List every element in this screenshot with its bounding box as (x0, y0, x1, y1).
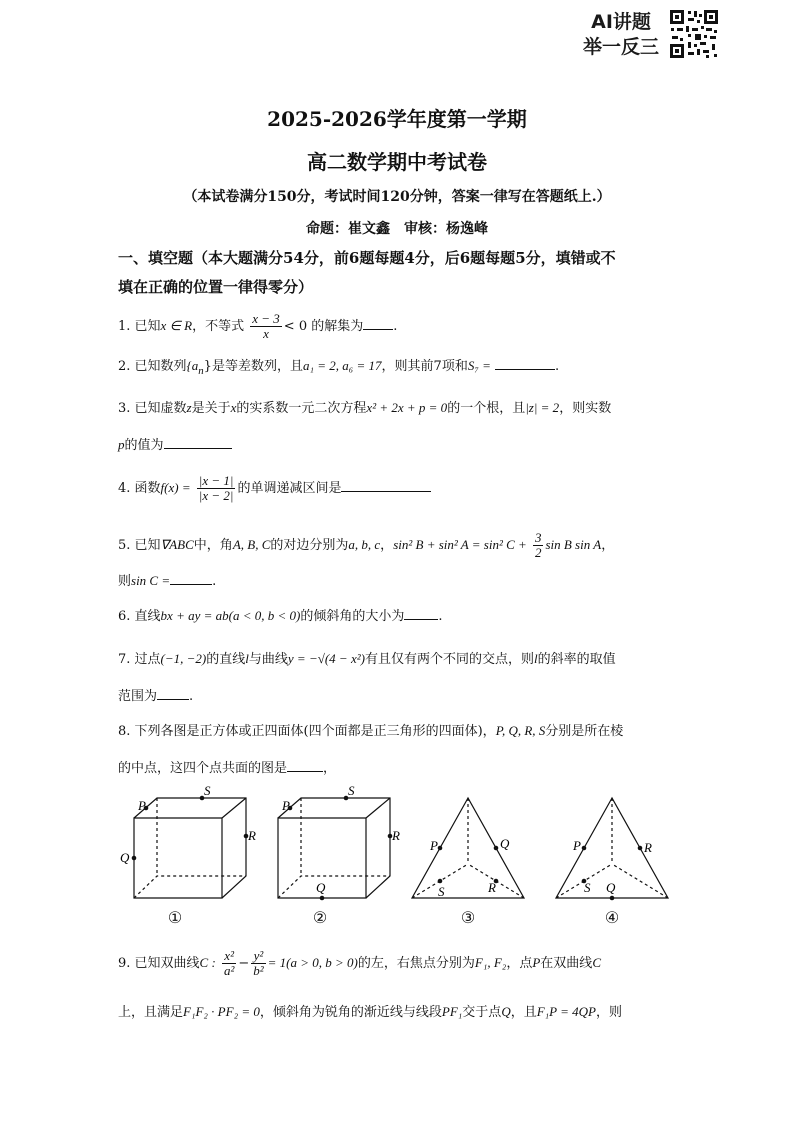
q2-answer-blank[interactable] (495, 357, 555, 370)
q3-text: 的实系数一元二次方程 (236, 401, 367, 416)
point-label-q: Q (606, 880, 616, 895)
q5-math: ∇ABC (160, 537, 194, 552)
q1-text: < 0 的解集为 (283, 319, 364, 334)
point-label-r: R (644, 840, 652, 855)
q5-text: ， (380, 538, 394, 553)
q3-text: ，则实数 (559, 401, 612, 416)
q5-fraction (533, 531, 544, 560)
point-label-p: P (430, 838, 438, 853)
q7-math: (−1, −2) (160, 651, 207, 666)
q9-fraction-1 (222, 949, 236, 978)
figure-label-1: ① (167, 908, 183, 927)
q1-text: 1. 已知 (118, 319, 161, 334)
question-3-line2 (118, 436, 688, 455)
q4-math: f(x) = (160, 480, 191, 495)
q7-text: 的直线 (206, 652, 246, 667)
section-heading-line2: 填在正确的位置一律得零分） (118, 278, 314, 296)
q2-text: }是等差数列，且 (203, 359, 303, 374)
q7-text: 的斜率的取值 (537, 652, 616, 667)
q9-math: = 1(a > 0, b > 0) (267, 955, 358, 970)
q7-math: l (245, 651, 249, 666)
q3-answer-blank[interactable] (164, 436, 232, 449)
q5-answer-blank[interactable] (170, 572, 212, 585)
section-heading-line1: 一、填空题（本大题满分54分，前6题每题4分，后6题每题5分，填错或不 (118, 249, 616, 267)
q2-math: {a (186, 358, 199, 373)
point-label-p: P (282, 798, 290, 813)
q5-text: 中，角 (193, 538, 233, 553)
q9-math: Q (501, 1004, 511, 1019)
point-label-s: S (348, 783, 355, 798)
point-label-q: Q (500, 836, 510, 851)
q1-answer-blank[interactable] (363, 317, 393, 330)
q8-text: 的中点，这四个点共面的图是 (118, 761, 288, 776)
q2-math: n (198, 364, 204, 377)
q1-denominator: x (263, 326, 269, 341)
q9-text: ，且 (510, 1005, 537, 1020)
question-6 (118, 607, 688, 626)
q3-text: 的值为 (124, 438, 164, 453)
q4-fraction (197, 474, 236, 503)
q5-math: sin B sin A (545, 537, 602, 552)
q9-math: F₁, F₂ (474, 955, 507, 970)
q5-text: 的对边分别为 (270, 538, 349, 553)
q3-math: x (230, 400, 237, 415)
q7-math: y = −√(4 − x²) (287, 651, 365, 666)
figure-label-4: ④ (604, 908, 620, 927)
q2-text: . (555, 359, 560, 374)
q9-math: C (592, 955, 601, 970)
point-label-r: R (392, 828, 400, 843)
question-5-line2 (118, 572, 688, 591)
section-heading (118, 244, 678, 302)
q7-text: 7. 过点 (118, 652, 161, 667)
q7-math: l (533, 651, 538, 666)
question-2 (118, 357, 688, 380)
q8-math: P, Q, R, S (495, 723, 546, 738)
q1-text: ，不等式 (192, 319, 245, 334)
exam-note: （本试卷满分150分，考试时间120分钟，答案一律写在答题纸上.） (183, 189, 611, 205)
q7-text: . (189, 689, 194, 704)
q8-text: 8. 下列各图是正方体或正四面体(四个面都是正三角形的四面体)， (118, 724, 496, 739)
q5-math: sin² B + sin² A = sin² C + (393, 537, 527, 552)
figure-label-2: ② (312, 908, 328, 927)
q8-text: 分别是所在棱 (545, 724, 624, 739)
q1-fraction (250, 312, 282, 341)
q9-math: PF₁ (441, 1004, 463, 1019)
q5-math: sin C = (131, 573, 171, 588)
q8-text: ， (323, 761, 337, 776)
q9-numerator: y² (251, 949, 265, 964)
q4-numerator: |x − 1| (198, 473, 234, 488)
q5-math: A, B, C (232, 537, 271, 552)
point-label-s: S (204, 783, 211, 798)
point-label-q: Q (316, 880, 326, 895)
q5-text: ， (601, 538, 615, 553)
q4-denominator: |x − 2| (198, 488, 234, 503)
q5-text: . (212, 574, 217, 589)
q5-denominator: 2 (534, 545, 542, 560)
badge-line2: 举一反三 (582, 36, 659, 58)
q9-math: − (238, 956, 250, 971)
q3-text: 3. 已知虚数 (118, 401, 187, 416)
cube-figure-2 (278, 798, 390, 898)
q7-text: 与曲线 (248, 652, 288, 667)
figure-label-3: ③ (460, 908, 476, 927)
question-4 (118, 474, 688, 503)
q4-text: 4. 函数 (118, 481, 161, 496)
q3-text: 是关于 (191, 401, 231, 416)
q5-math: a, b, c (348, 537, 381, 552)
question-5 (118, 531, 688, 560)
q9-text: 9. 已知双曲线 (118, 956, 200, 971)
qr-code-icon[interactable] (668, 8, 720, 60)
exam-term-title: 2025-2026学年度第一学期 (267, 107, 527, 131)
q9-math: P (532, 955, 541, 970)
question-3 (118, 399, 688, 418)
q9-denominator: b² (253, 963, 264, 978)
q9-text: 的左，右焦点分别为 (357, 956, 475, 971)
exam-authors: 命题：崔文鑫 审核：杨逸峰 (306, 221, 488, 237)
question-1 (118, 312, 688, 341)
q7-text: 有且仅有两个不同的交点，则 (364, 652, 534, 667)
q3-math: z (186, 400, 192, 415)
point-label-p: P (138, 798, 146, 813)
q6-math: bx + ay = ab(a < 0, b < 0) (160, 608, 301, 623)
q4-answer-blank[interactable] (341, 479, 431, 492)
q1-numerator: x − 3 (252, 311, 280, 326)
q7-text: 范围为 (118, 689, 158, 704)
q6-text: . (438, 609, 443, 624)
q9-text: ，倾斜角为锐角的渐近线与线段 (259, 1005, 442, 1020)
q3-text: 的一个根，且 (447, 401, 526, 416)
point-label-r: R (488, 880, 496, 895)
q5-numerator: 3 (534, 530, 542, 545)
q9-text: 交于点 (462, 1005, 502, 1020)
q4-text: 的单调递减区间是 (237, 481, 342, 496)
q7-answer-blank[interactable] (157, 687, 189, 700)
q8-answer-blank[interactable] (287, 759, 323, 772)
q9-math: F₁F₂ · PF₂ = 0 (183, 1004, 260, 1019)
q3-math: |z| = 2 (525, 400, 560, 415)
point-label-r: R (248, 828, 256, 843)
question-8 (118, 722, 688, 741)
question-7 (118, 650, 688, 669)
exam-title: 高二数学期中考试卷 (307, 150, 487, 174)
q6-text: 的倾斜角的大小为 (300, 609, 405, 624)
q1-text: . (393, 319, 398, 334)
q9-numerator: x² (222, 949, 236, 964)
point-label-q: Q (120, 850, 130, 865)
q2-math: a₁ = 2, a₆ = 17 (302, 358, 382, 373)
q9-text: ，点 (506, 956, 533, 971)
q6-answer-blank[interactable] (404, 607, 438, 620)
q2-text: ，则其前7项和 (381, 359, 468, 374)
q9-text: 在双曲线 (540, 956, 593, 971)
point-label-p: P (573, 838, 581, 853)
cube-figure-1 (134, 798, 246, 898)
q3-math: x² + 2x + p = 0 (366, 400, 448, 415)
q9-text: ，则 (596, 1005, 623, 1020)
point-label-s: S (438, 884, 445, 899)
question-8-line2 (118, 759, 688, 778)
q2-text: 2. 已知数列 (118, 359, 187, 374)
q9-math: F₁P = 4QP (536, 1004, 596, 1019)
badge-line1: AI讲题 (591, 11, 651, 33)
q1-math: x ∈ R (160, 318, 193, 333)
q5-text: 5. 已知 (118, 538, 161, 553)
point-label-s: S (584, 880, 591, 895)
q6-text: 6. 直线 (118, 609, 161, 624)
q5-text: 则 (118, 574, 132, 589)
q2-math: S₇ = (467, 358, 491, 373)
q9-fraction-2 (251, 949, 265, 978)
question-7-line2 (118, 687, 688, 706)
question-9-line2 (118, 1003, 688, 1022)
question-9 (118, 949, 688, 978)
q9-math: C : (199, 955, 216, 970)
ai-badge (578, 10, 664, 60)
q9-denominator: a² (223, 963, 235, 978)
q9-text: 上，且满足 (118, 1005, 184, 1020)
q3-math: p (118, 437, 125, 452)
